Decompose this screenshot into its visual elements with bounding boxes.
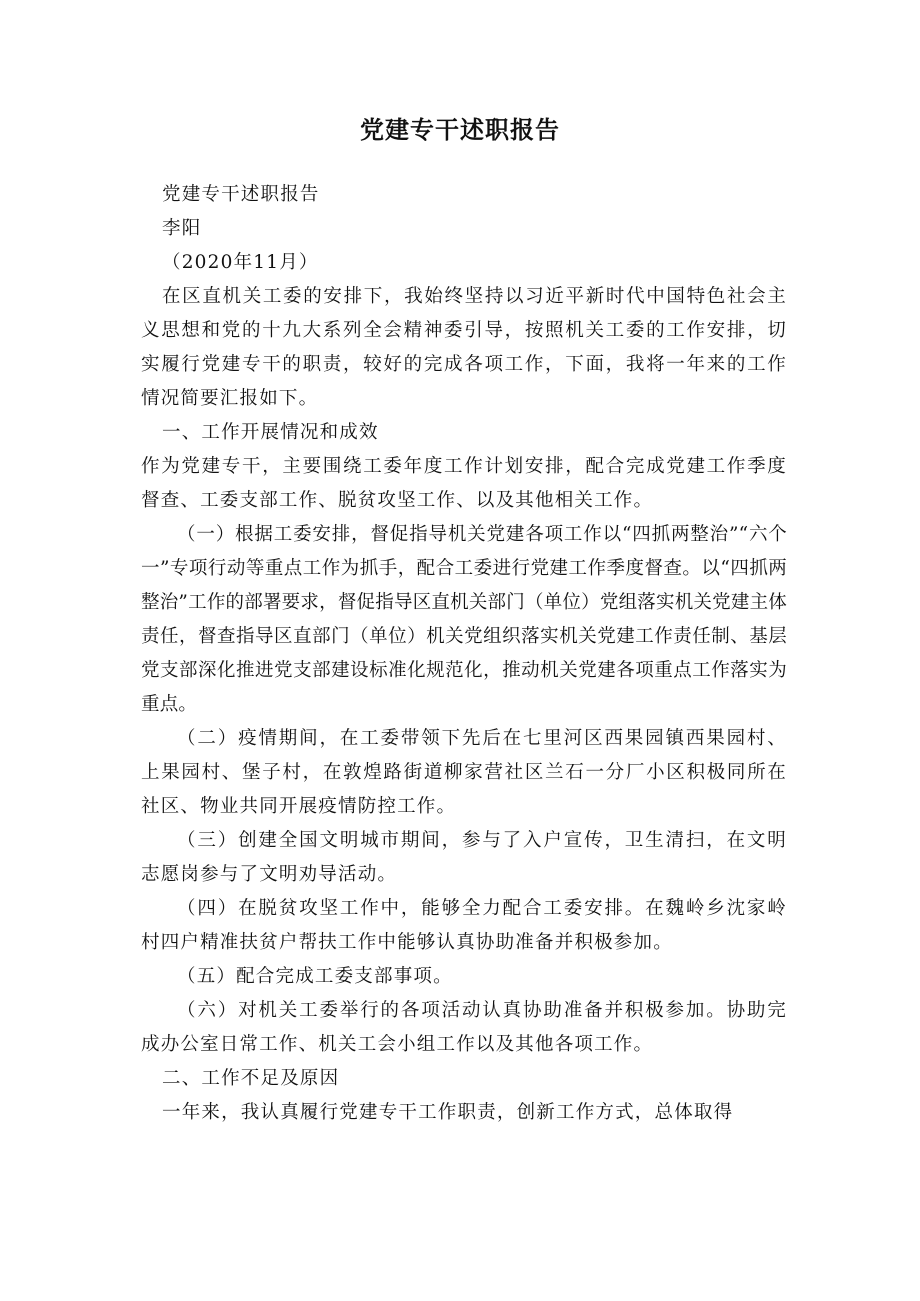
intro-paragraph: 在区直机关工委的安排下，我始终坚持以习近平新时代中国特色社会主义思想和党的十九大系列全会精神委引导，按照机关工委的工作安排，切实履行党建专干的职责，较好的完成各项工作，下面，我将一年来的工作情况简要汇报如下。 — [141, 286, 787, 409]
author-name: 李阳 — [162, 218, 202, 239]
section-1-intro: 作为党建专干，主要围绕工委年度工作计划安排，配合完成党建工作季度督查、工委支部工作、脱贫攻坚工作、以及其他相关工作。 — [141, 456, 787, 511]
subtitle-line: 党建专干述职报告 — [162, 184, 320, 205]
item-5-paragraph: （五）配合完成工委支部事项。 — [177, 966, 453, 987]
item-6-paragraph: （六）对机关工委举行的各项活动认真协助准备并积极参加。协助完成办公室日常工作、机关工会小组工作以及其他各项工作。 — [141, 1000, 787, 1055]
item-4-paragraph: （四）在脱贫攻坚工作中，能够全力配合工委安排。在魏岭乡沈家岭村四户精准扶贫户帮扶工作中能够认真协助准备并积极参加。 — [141, 898, 787, 953]
document-title: 党建专干述职报告 — [360, 116, 560, 144]
section-2-paragraph: 一年来，我认真履行党建专干工作职责，创新工作方式，总体取得 — [162, 1102, 734, 1123]
document-body — [141, 178, 787, 1130]
section-heading-1: 一、工作开展情况和成效 — [162, 422, 379, 443]
section-heading-2: 二、工作不足及原因 — [162, 1068, 340, 1089]
item-1-paragraph: （一）根据工委安排，督促指导机关党建各项工作以“四抓两整治”“六个一”专项行动等重点工作为抓手，配合工委进行党建工作季度督查。以“四抓两整治”工作的部署要求，督促指导区直机关部门（单位）党组落实机关党建主体责任，督查指导区直部门（单位）机关党组织落实机关党建工作责任制、基层党支部深化推进党支部建设标准化规范化，推动机关党建各项重点工作落实为重点。 — [141, 524, 787, 715]
report-date: （2020年11月） — [162, 252, 319, 273]
item-2-paragraph: （二）疫情期间，在工委带领下先后在七里河区西果园镇西果园村、上果园村、堡子村，在敦煌路街道柳家营社区兰石一分厂小区积极同所在社区、物业共同开展疫情防控工作。 — [141, 728, 787, 817]
item-3-paragraph: （三）创建全国文明城市期间，参与了入户宣传，卫生清扫，在文明志愿岗参与了文明劝导活动。 — [141, 830, 787, 885]
